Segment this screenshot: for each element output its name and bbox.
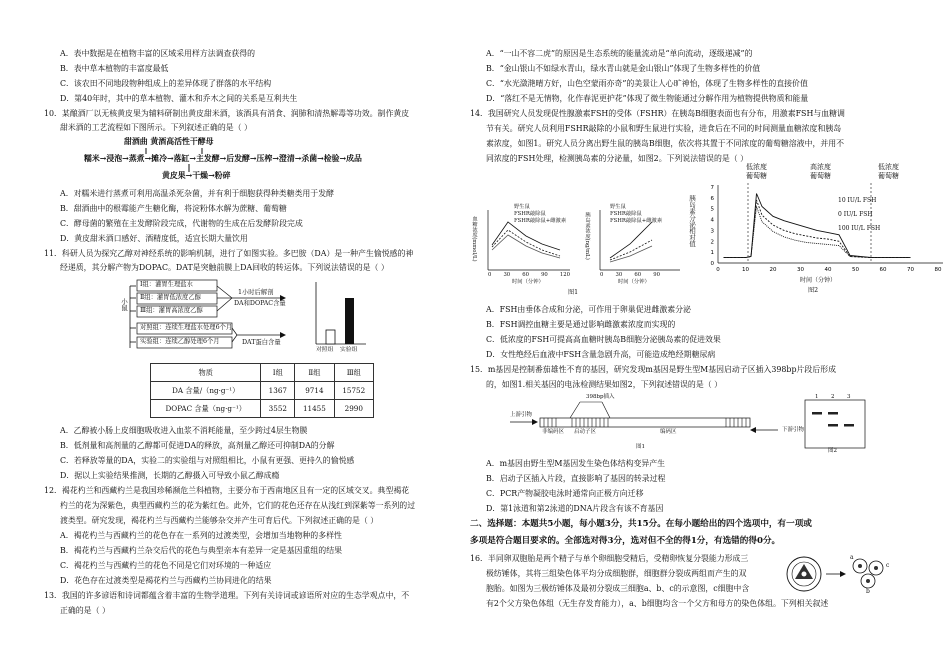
fig2-ytick: 5 — [710, 206, 714, 213]
plot1-line-knockout — [492, 230, 560, 256]
fig1-legend-knockout: FSHR敲除鼠 — [514, 211, 546, 217]
fig2-ytick: 4 — [710, 217, 714, 224]
fig2-ytick: 7 — [710, 185, 714, 191]
tick-label: 0 — [600, 272, 604, 278]
q13-option-b: B．“金山银山不如绿水青山，绿水青山就是金山银山”体现了生物多样性的价值 — [486, 64, 761, 73]
q11-group1: Ⅰ组：灌胃生理盐水 — [140, 281, 193, 288]
table-cell: 9714 — [295, 382, 334, 400]
table-cell: 11455 — [295, 400, 334, 418]
q9-option-b: B．表中草本植物的丰富度最低 — [60, 64, 169, 73]
fig1-caption: 图1 — [568, 289, 579, 296]
q12-stem-line1: 12．褐花杓兰和西藏杓兰是我国珍稀濒危兰科植物，主要分布于西南地区且有一定的区域交叉。典型褐花 — [44, 486, 410, 495]
q14-stem-line1: 14．我国研究人员发现促性腺激素FSH的受体（FSHR）在胰岛B细胞表面也有分布，用激素FSH与血糖调 — [470, 109, 845, 118]
q10-option-b: B．甜酒曲中的根霉能产生糖化酶，将淀粉体水解为蔗糖、葡萄糖 — [60, 204, 287, 213]
q16-cell-c-label: c — [886, 562, 890, 569]
gel-band — [828, 412, 838, 415]
fig1b-xticks — [600, 272, 660, 279]
fig2-xtick: 80 — [934, 267, 942, 273]
section2-heading-line1: 二、选择题：本题共5小题，每小题3分，共15分。在每小题给出的四个选项中，有一项或 — [470, 519, 812, 529]
fig1b-legend-knockout-estrogen: FSHR敲除鼠+雌激素 — [610, 218, 663, 224]
q15-gene-diagram — [510, 394, 930, 456]
gel-band — [828, 424, 838, 427]
fig2-label-10iu: 10 IU/L FSH — [838, 197, 877, 204]
table-header-row — [151, 364, 374, 382]
section2-heading-line2: 多项是符合题目要求的。全部选对得3分，选对但不全的得1分，有选错的得0分。 — [470, 536, 781, 546]
q15-fig1-caption: 图1 — [636, 444, 645, 450]
q12-option-c: C．褐花杓兰与西藏杓兰的花色不同是它们对环境的一种适应 — [60, 561, 272, 570]
q12-option-b: B．褐花杓兰与西藏杓兰杂交后代的花色与典型亲本有差异一定是基因重组的结果 — [60, 546, 342, 555]
fig1-legend-knockout-estrogen: FSHR敲除鼠+雌激素 — [514, 218, 567, 224]
fig2-ytick: 2 — [710, 239, 714, 246]
q11-option-d: D．据以上实验结果推测，长期的乙醇摄入可导致小鼠乙醇成瘾 — [60, 471, 280, 480]
right-column — [470, 0, 950, 672]
table-header: Ⅲ组 — [334, 364, 373, 382]
fig2-xlabel: 时间（分钟） — [800, 277, 837, 284]
gel-band — [844, 424, 854, 427]
plot2-line-wildtype — [610, 222, 652, 258]
q11-control-group: 对照组：连续生理盐水处理6个月 — [140, 324, 233, 331]
fig1b-legend-knockout: FSHR敲除鼠 — [610, 211, 642, 217]
q10-option-a: A．对糯米进行蒸煮可利用高温杀死杂菌，并有利于细胞获得种类糖类用于发酵 — [60, 189, 334, 198]
q14-stem-line4: 同浓度的FSH处理，检测胰岛素的分泌量，如图2。下列说法错误的是（ ） — [486, 154, 749, 163]
q13-stem-line1: 13．我国的许多谚语和诗词都蕴含着丰富的生物学道理。下列有关诗词或谚语所对应的生态学观点中，不 — [44, 591, 410, 600]
fig2-xtick: 30 — [797, 267, 804, 273]
q10-stem-line1: 10．某酿酒厂以无核黄皮果为辅料研制出黄皮甜米酒，该酒具有消食、润肺和清热解毒等功效。制作黄皮 — [44, 109, 410, 118]
table-header: Ⅱ组 — [295, 364, 334, 382]
q14-stem-line3: 素浓度，如图1。研究人员分离出野生鼠的胰岛B细胞，依次将其置于不同浓度的葡萄糖溶液中，并用不 — [486, 139, 845, 148]
table-header: 物质 — [151, 364, 261, 382]
q11-experiment-figure — [120, 276, 370, 356]
q14-figure1 — [470, 200, 685, 300]
tick-label: 90 — [653, 272, 660, 278]
q12-option-a: A．褐花杓兰与西藏杓兰的花色存在一系列的过渡类型，会增加当地物种的多样性 — [60, 531, 342, 540]
tick-label: 90 — [541, 272, 548, 278]
fig2-ytick: 6 — [710, 195, 714, 202]
fig1-ylabel-insulin: 胰岛素浓度(ng/mL) — [584, 212, 590, 260]
fig1b-xlabel: 时间（分钟） — [618, 279, 650, 285]
q12-option-d: D．花色存在过渡类型是褐花杓兰与西藏杓兰协同进化的结果 — [60, 576, 272, 585]
fig2-glucose-1: 葡萄糖 — [746, 172, 767, 180]
table-cell: 3552 — [261, 400, 295, 418]
fig2-ytick: 1 — [710, 250, 714, 257]
fig2-curve-100iu — [724, 207, 911, 258]
fig2-label-100iu: 100 IU/L FSH — [838, 225, 881, 232]
fig2-xtick: 0 — [716, 267, 720, 273]
fig2-xtick: 40 — [824, 267, 832, 273]
table-cell: DOPAC 含量（ng·g⁻¹） — [151, 400, 261, 418]
q11-bar-xlabel-experimental: 实验组 — [340, 347, 358, 353]
q15-noncoding-region: 非编码区 — [542, 429, 565, 435]
q15-figure — [510, 394, 930, 456]
tick-label: 30 — [615, 272, 623, 278]
q10-option-c: C．酵母菌的繁殖在主发酵阶段完成，代谢物的生成在后发酵阶段完成 — [60, 219, 303, 228]
fig2-xtick: 50 — [852, 267, 859, 273]
q11-group3: Ⅲ组：灌胃高浓度乙醇 — [140, 307, 203, 314]
flow-bottom-label: 黄皮果→干燥→粉碎 — [162, 171, 231, 180]
table-cell: 15752 — [334, 382, 373, 400]
q16-spindle-diagram — [784, 554, 904, 596]
tick-label: 60 — [522, 272, 529, 278]
tick-label: 0 — [488, 272, 492, 278]
q11-option-a: A．乙醇被小肠上皮细胞吸收进入血浆不消耗能量，至少跨过4层生物膜 — [60, 426, 308, 435]
q9-option-d: D．第40年时，其中的草本植物、灌木和乔木之间的关系是互利共生 — [60, 94, 298, 103]
q11-mice-label: 小鼠 — [120, 298, 128, 311]
fig2-xtick: 60 — [879, 267, 887, 273]
q16-cell-b-label: b — [866, 588, 870, 595]
q9-option-c: C．该农田不同地段物种组成上的差异体现了群落的水平结构 — [60, 79, 272, 88]
q13-option-c: C．“水光潋滟晴方好，山色空蒙雨亦奇”的美景让人心旷神怡，体现了生物多样性的直接价值 — [486, 79, 808, 88]
fig2-curve-0iu — [724, 200, 911, 258]
table-header: Ⅰ组 — [261, 364, 295, 382]
q10-stem-line2: 甜米酒的工艺流程如下图所示。下列叙述正确的是（ ） — [60, 123, 252, 132]
q11-data-table — [150, 363, 374, 418]
fig1b-legend-wildtype: 野生鼠 — [610, 204, 626, 210]
tick-label: 60 — [634, 272, 642, 278]
q14-option-c: C．低浓度的FSH可提高高血糖时胰岛B细胞分泌胰岛素的促进效果 — [486, 335, 721, 344]
fig2-xtick: 70 — [907, 267, 914, 273]
flow-main-label: 糯米→浸泡→蒸煮→摊冷→落缸→主发酵→后发酵→压榨→澄清→杀菌→检验→成品 — [84, 154, 362, 163]
gel-lane-2: 2 — [831, 394, 835, 400]
fig1-ylabel-glucose: 血糖浓度(mmol/L) — [471, 216, 477, 262]
tick-label: 30 — [503, 272, 511, 278]
fig2-ytick: 3 — [710, 228, 714, 235]
fig1-xticks — [488, 272, 570, 279]
q16-stem-line1: 16．半同卵双胞胎是两个精子与单个卵细胞受精后，受精卵恢复分裂能力形成三 — [470, 554, 749, 563]
q16-figure — [784, 554, 904, 596]
fig2-caption: 图2 — [808, 287, 819, 294]
q13-option-d: D．“落红不是无情物，化作春泥更护花”体现了微生物能通过分解作用为植物提供物质和能量 — [486, 94, 809, 103]
q11-bar-xlabel-control: 对照组 — [316, 347, 334, 353]
q10-option-d: D．黄皮甜米酒口感好、酒精度低，适宜长期大量饮用 — [60, 234, 248, 243]
q15-upstream-primer: 上游引物 — [510, 412, 533, 418]
q15-option-a: A．m基因由野生型M基因发生染色体结构变异产生 — [486, 459, 666, 468]
gel-band — [812, 412, 822, 415]
q15-fig2-caption: 图2 — [828, 448, 837, 454]
q15-option-d: D．第1泳道和第2泳道的DNA片段含有该不育基因 — [486, 504, 664, 513]
dat-bar-control — [326, 330, 335, 344]
q16-cell-a-label: a — [850, 554, 854, 561]
q11-stem-line1: 11．科研人员为探究乙醇对神经系统的影响机制，进行了如图实验。多巴胺（DA）是一种产生愉悦感的神 — [44, 249, 414, 258]
table-row — [151, 400, 374, 418]
fig2-high-conc: 高浓度 — [810, 163, 831, 171]
table-row — [151, 382, 374, 400]
fig2-glucose-3: 葡萄糖 — [878, 172, 899, 180]
q14-option-a: A．FSH由垂体合成和分泌，可作用于卵巢促进雌激素分泌 — [486, 305, 691, 314]
q14-figure2 — [688, 163, 948, 298]
q14-fig1-plots — [470, 200, 685, 300]
q9-option-a: A．表中数据是在植物丰富的区域采用样方法调查获得的 — [60, 49, 256, 58]
gel-lane-3: 3 — [847, 394, 851, 400]
gel-lane-1: 1 — [815, 394, 819, 400]
dat-bar-experimental — [345, 298, 354, 344]
q10-flowchart — [84, 136, 384, 184]
fig2-low-conc-2: 低浓度 — [878, 163, 899, 171]
q12-stem-line3: 渡类型。研究发现，褐花杓兰与西藏杓兰能够杂交并产生可育后代。下列叙述正确的是（ ） — [60, 516, 379, 525]
q11-option-c: C．若释放等量的DA，实验二的实验组与对照组相比，小鼠有更强、更持久的愉悦感 — [60, 456, 355, 465]
fig2-glucose-2: 葡萄糖 — [810, 172, 831, 180]
q11-detect-label: DA和DOPAC含量 — [234, 300, 286, 307]
fig2-ylabel: 胰岛素分泌相对值 — [688, 195, 696, 247]
q13-stem-line2: 正确的是（ ） — [60, 606, 110, 615]
q13-option-a: A．“一山不容二虎”的原因是生态系统的能量流动是“单向流动，逐级递减”的 — [486, 49, 753, 58]
left-column — [0, 0, 468, 672]
q15-insert-label: 398bp插入 — [586, 394, 615, 400]
fig1-xlabel: 时间（分钟） — [512, 279, 544, 285]
q11-dat-label: DAT蛋白含量 — [242, 339, 281, 346]
fig2-ytick: 0 — [710, 261, 714, 267]
q14-option-b: B．FSH调控血糖主要是通过影响雌激素浓度而实现的 — [486, 320, 676, 329]
q15-downstream-primer: 下游引物 — [782, 427, 805, 433]
fig2-xtick: 20 — [769, 267, 777, 273]
tick-label: 120 — [559, 272, 570, 278]
q14-stem-line2: 节有关。研究人员利用FSHR敲除的小鼠和野生鼠进行实验，进食后在不同的时间测量血糖浓度和胰岛 — [486, 124, 842, 133]
q15-stem-line1: 15．m基因是控制番茄雄性不育的基因，研究发现m基因是野生型M基因启动子区插入398bp片段后形成 — [470, 365, 836, 374]
q15-option-b: B．启动子区插入片段，直接影响了基因的转录过程 — [486, 474, 666, 483]
fig2-xtick: 10 — [742, 267, 749, 273]
q15-promoter-region: 启动子区 — [574, 429, 597, 435]
q11-group2: Ⅱ组：灌胃低浓度乙醇 — [140, 294, 201, 301]
q11-after-label: 1小时后解剖 — [238, 289, 274, 296]
q15-stem-line2: 的，如图1.相关基因的电泳检测结果如图2，下列叙述错误的是（ ） — [486, 380, 722, 389]
fig2-label-0iu: 0 IU/L FSH — [838, 211, 873, 218]
q12-stem-line2: 杓兰的花为深紫色，典型西藏杓兰的花为紫红色。此外，它们的花色还存在从浅红到深紫等一系列的过 — [60, 501, 416, 510]
q14-option-d: D．女性绝经后血液中FSH含量急剧升高，可能造成绝经期糖尿病 — [486, 350, 716, 359]
q11-experimental-group: 实验组：连续乙醇处理6个月 — [140, 338, 220, 345]
flow-top-label: 甜酒曲 黄酒高活性干酵母 — [124, 137, 214, 146]
table-cell: 2990 — [334, 400, 373, 418]
q16-stem-line2: 极纺锤体，其将三组染色体平均分成细胞群，细胞群分裂成两组而产生的双 — [486, 569, 747, 578]
q11-stem-line2: 经递质，其分解产物为DOPAC。DAT是突触前膜上DA回收的转运体。下列说法错误的是（ ） — [60, 263, 389, 272]
q15-option-c: C．PCR产物凝胶电泳时通常向正极方向迁移 — [486, 489, 644, 498]
table-cell: DA 含量/（ng·g⁻¹） — [151, 382, 261, 400]
q15-coding-region: 编码区 — [660, 429, 677, 435]
fig1-legend-wildtype: 野生鼠 — [514, 204, 530, 210]
fig2-low-conc-1: 低浓度 — [746, 163, 767, 171]
q16-stem-line4: 有2个父方染色体组（无生存发育能力），a、b细胞均含一个父方和母方的染色体组。下列相关叙述 — [486, 599, 829, 608]
q11-option-b: B．低剂量和高剂量的乙醇都可促进DA的释放，高剂量乙醇还可抑制DA的分解 — [60, 441, 335, 450]
table-cell: 1367 — [261, 382, 295, 400]
q16-stem-line3: 胞胎。如图为三极纺锤体及最初分裂成三细胞a、b、c的示意图，c细胞中含 — [486, 584, 750, 593]
